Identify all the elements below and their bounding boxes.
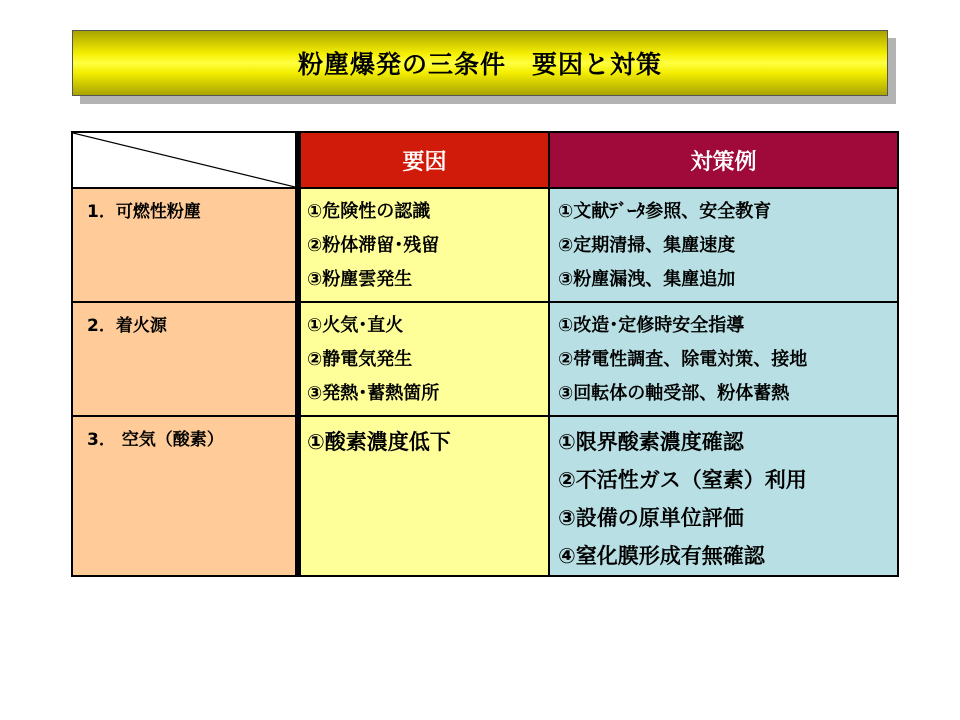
cause-item: ①危険性の認識 — [307, 201, 431, 222]
measure-item: ①限界酸素濃度確認 — [558, 430, 744, 454]
condition-cell: 1．可燃性粉塵 — [72, 188, 298, 302]
diagonal-line — [73, 133, 295, 187]
table-row — [72, 302, 898, 416]
cause-item: ②静電気発生 — [307, 349, 413, 370]
cause-cell — [298, 416, 549, 576]
measure-item: ③設備の原単位評価 — [558, 506, 744, 530]
cause-cell — [298, 188, 549, 302]
cause-item: ③粉塵雲発生 — [307, 269, 413, 290]
measure-cell — [549, 416, 898, 576]
cause-cell — [298, 302, 549, 416]
cause-item: ③発熱･蓄熱箇所 — [307, 383, 440, 404]
cause-item: ②粉体滞留･残留 — [307, 235, 440, 256]
measure-item: ②不活性ガス（窒素）利用 — [558, 468, 807, 492]
cause-item: ①酸素濃度低下 — [307, 430, 451, 454]
cause-item: ①火気･直火 — [307, 315, 404, 336]
measure-item: ④窒化膜形成有無確認 — [558, 544, 765, 568]
measure-item: ③粉塵漏洩、集塵追加 — [558, 269, 736, 290]
measure-item: ①文献ﾃﾞｰﾀ参照、安全教育 — [558, 201, 772, 222]
condition-cell: 2．着火源 — [72, 302, 298, 416]
table-row — [72, 188, 898, 302]
condition-cell: 3． 空気（酸素） — [72, 416, 298, 576]
conditions-table — [71, 131, 899, 577]
measure-cell — [549, 302, 898, 416]
measure-item: ①改造･定修時安全指導 — [558, 315, 745, 336]
header-row — [72, 132, 898, 188]
header-measure: 対策例 — [549, 132, 898, 188]
corner-cell — [72, 132, 298, 188]
page-title: 粉塵爆発の三条件 要因と対策 — [297, 50, 662, 79]
header-cause: 要因 — [298, 132, 549, 188]
title-banner — [72, 30, 888, 96]
measure-item: ②定期清掃、集塵速度 — [558, 235, 736, 256]
measure-cell — [549, 188, 898, 302]
table-row — [72, 416, 898, 576]
measure-item: ③回転体の軸受部、粉体蓄熱 — [558, 383, 790, 404]
measure-item: ②帯電性調査、除電対策、接地 — [558, 349, 808, 370]
